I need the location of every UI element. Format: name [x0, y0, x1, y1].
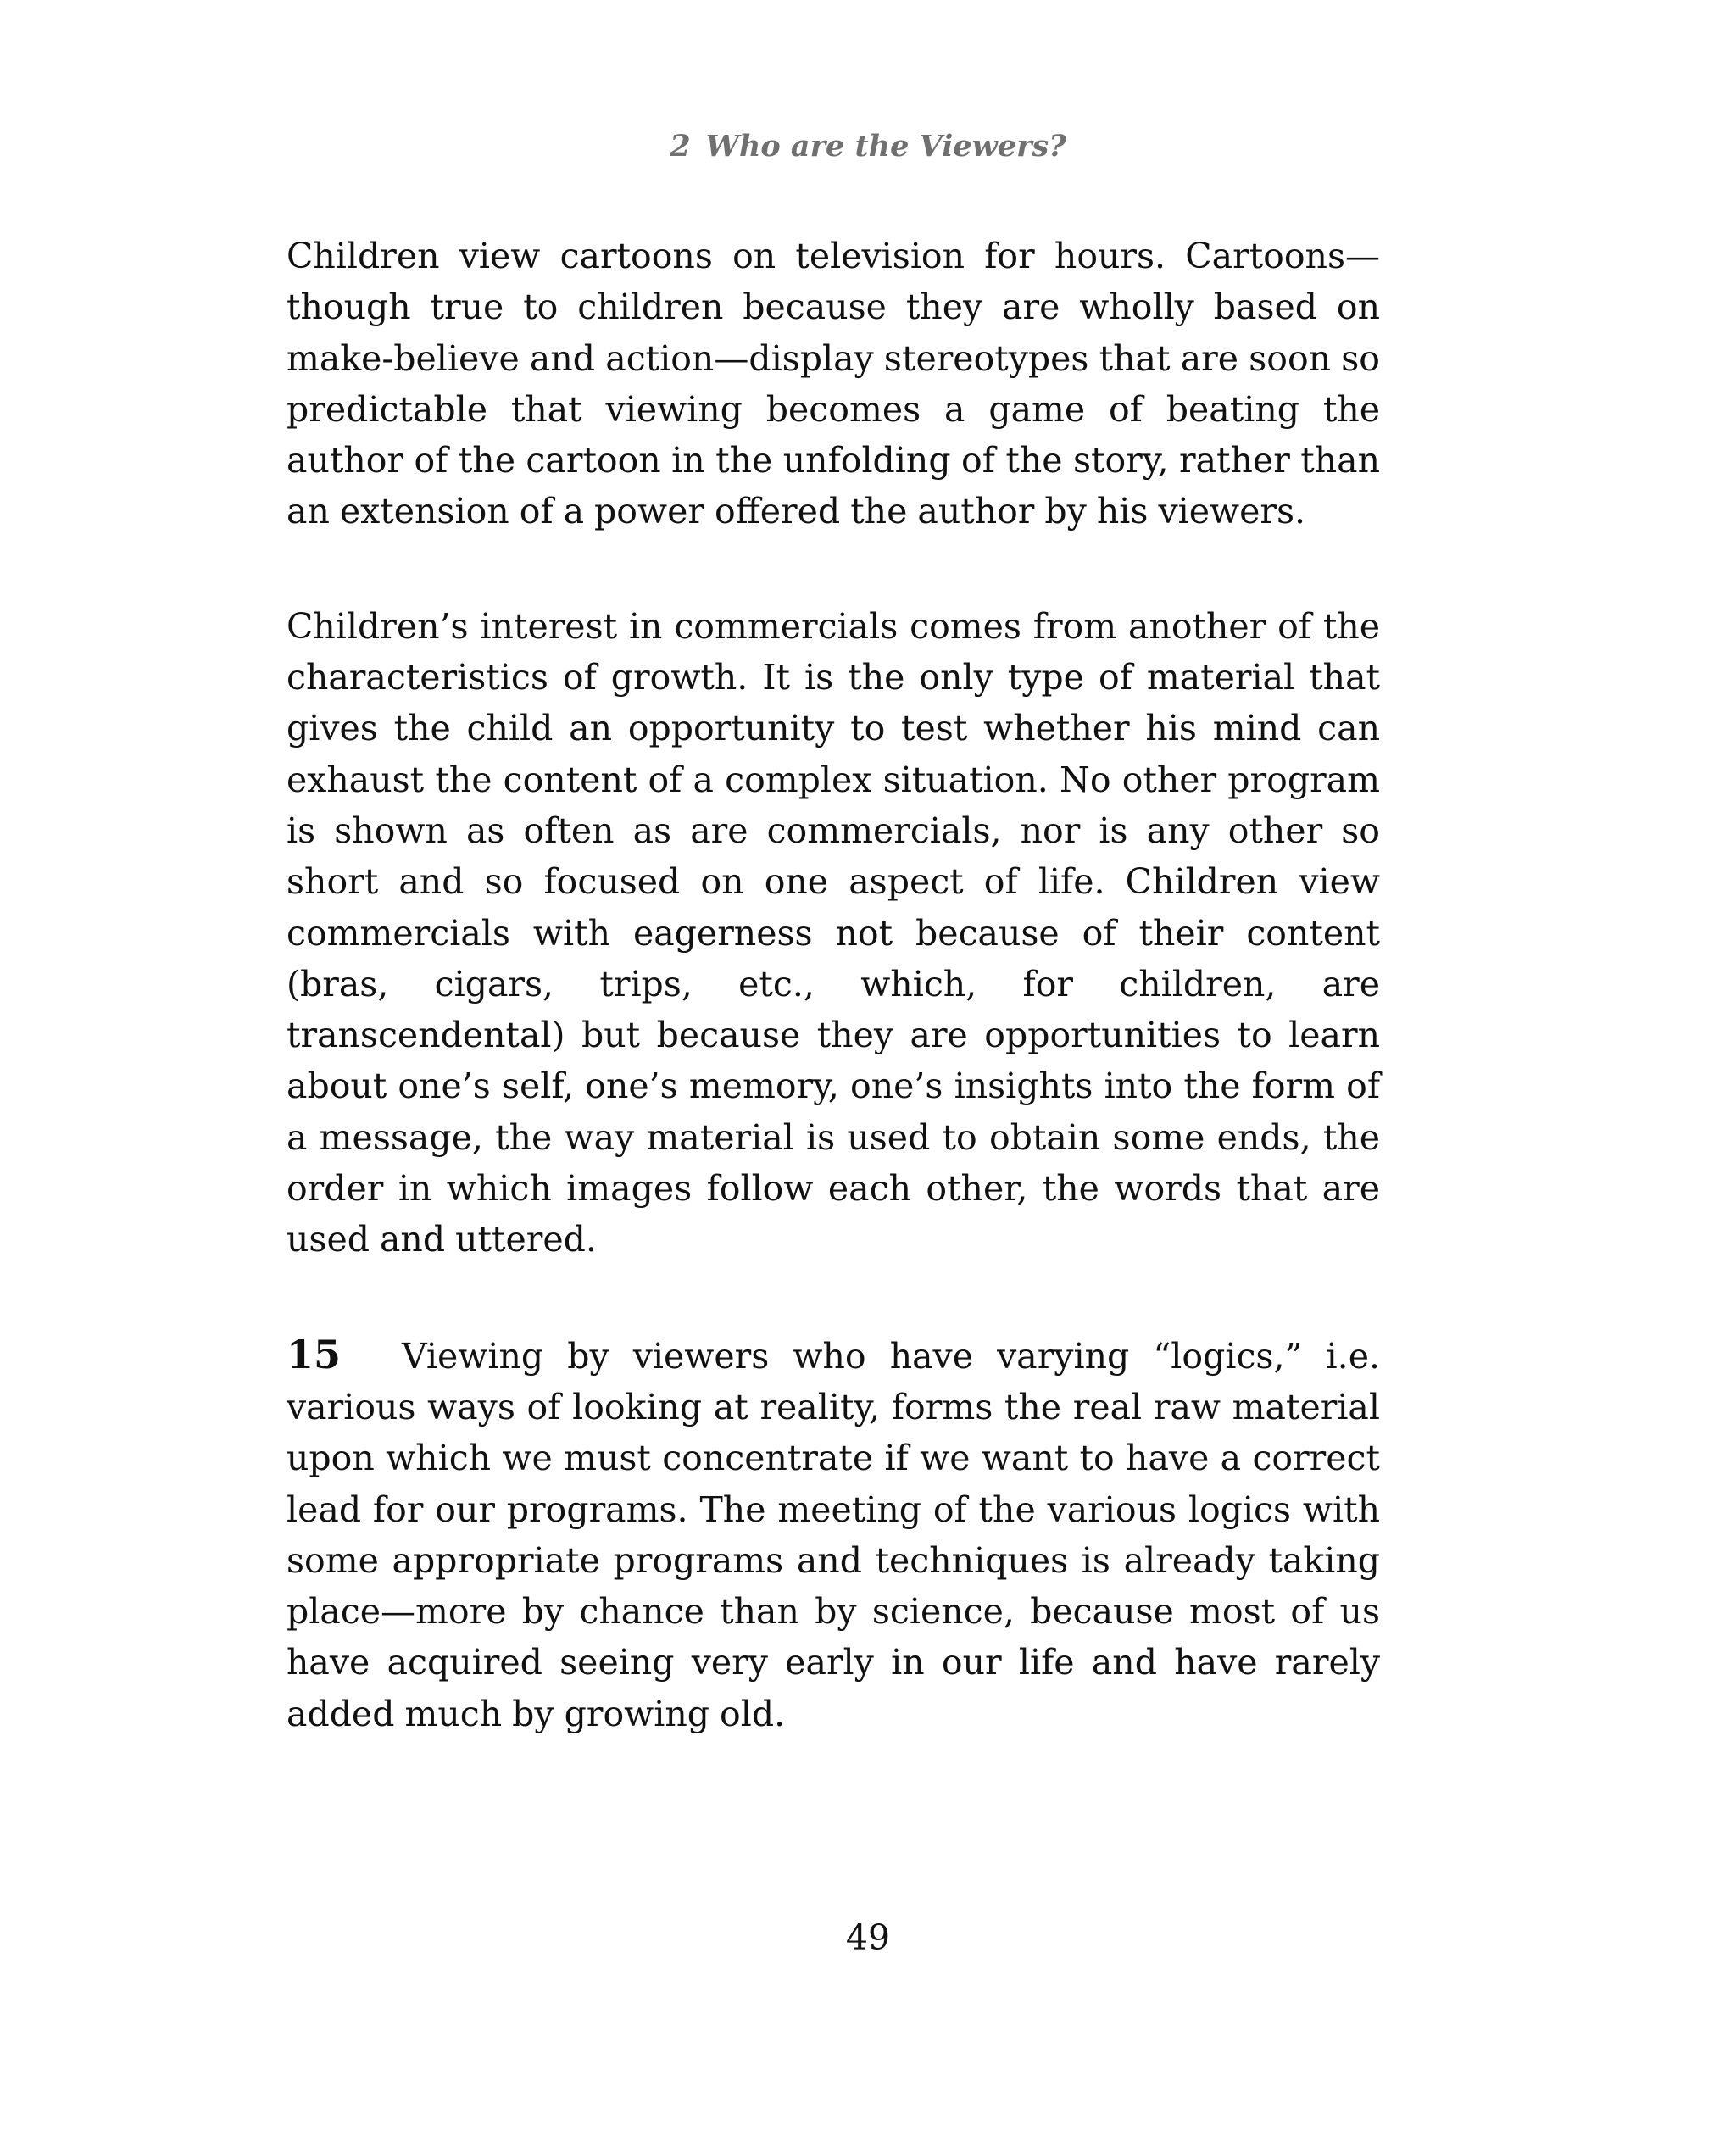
paragraph-commercials: Children’s interest in commercials comes from another of the characteristics of growth. It is the only type of material that gives the child an opportunity to test whether his mind can exhaust the content of a complex situation. No other program is shown as often as are commercials, nor is any other so short and so focused on one aspect of life. Children view commercials with eagerness not because of their content (bras, cigars, trips, etc., which, for children, are transcendental) but because they are opportunities to learn about one’s self, one’s memory, one’s insights into the form of a message, the way material is used to obtain some ends, the order in which images follow each other, the words that are used and uttered.	[287, 605, 1380, 1260]
page-number: 49	[845, 1917, 891, 1958]
paragraph-cartoons: Children view cartoons on television for hours. Cartoons—though true to children because they are wholly based on make-believe and action—display stereotypes that are soon so predictable that viewing becomes a game of beating the author of the cartoon in the unfolding of the story, rather than an extension of a power offered the author by his viewers.	[287, 236, 1380, 532]
chapter-title: Who are the Viewers?	[705, 129, 1066, 164]
paragraph-section-15-text: Viewing by viewers who have varying “logics,” i.e. various ways of looking at reality, forms the real raw material upon which we must concentrate if we want to have a correct lead for our programs. The meeting of the various logics with some appropriate programs and techniques is already taking place—more by chance than by science, because most of us have acquired seeing very early in our life and have rarely added much by growing old.	[287, 1335, 1380, 1734]
section-number: 15	[287, 1331, 342, 1377]
body-text	[287, 231, 1380, 1739]
chapter-number: 2	[670, 129, 691, 164]
paragraph-section-15	[287, 1329, 1380, 1739]
running-head	[0, 127, 1736, 166]
